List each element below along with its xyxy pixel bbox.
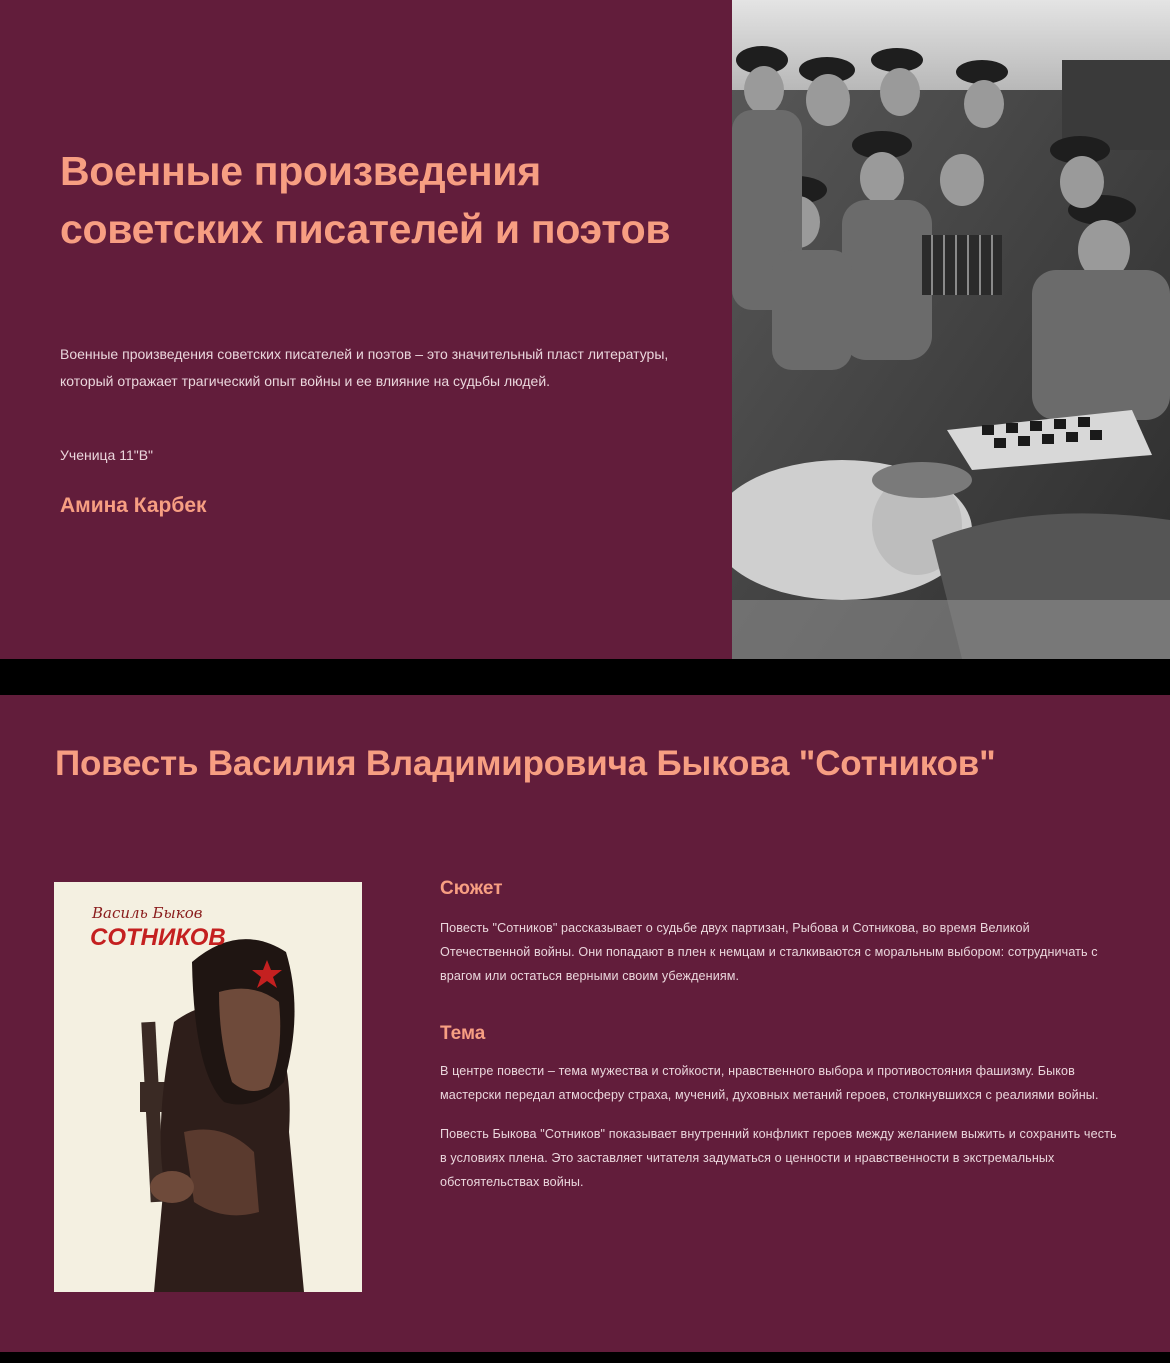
cover-title: СОТНИКОВ xyxy=(90,924,226,951)
theme-heading: Тема xyxy=(440,1023,486,1044)
book-cover-image xyxy=(54,882,362,1292)
book-slide xyxy=(0,695,1170,1352)
plot-text: Повесть "Сотников" рассказывает о судьбе двух партизан, Рыбова и Сотникова, во время Великой Отечественной войны. Они попадают в плен к немцам и сталкиваются с моральным выбором: сотрудничать с врагом или остаться верными своим убеждениям. xyxy=(440,921,1098,983)
cover-byline: Василь Быков xyxy=(92,904,203,922)
author-name: Амина Карбек xyxy=(60,494,207,517)
slide-title: Военные произведения советских писателей и поэтов xyxy=(60,148,671,252)
theme-text-2: Повесть Быкова "Сотников" показывает внутренний конфликт героев между желанием выжить и сохранить честь в условиях плена. Это заставляет читателя задуматься о ценности и нравственности в экстремальных обстоятельствах войны. xyxy=(440,1127,1117,1189)
soldiers-photo xyxy=(732,0,1170,659)
student-class-label: Ученица 11"В" xyxy=(60,447,154,463)
book-slide-title: Повесть Василия Владимировича Быкова "Сотников" xyxy=(55,744,996,783)
plot-heading: Сюжет xyxy=(440,878,503,899)
book-description xyxy=(440,875,1120,1194)
title-slide xyxy=(0,0,1170,659)
theme-text-1: В центре повести – тема мужества и стойкости, нравственного выбора и противостояния фашизму. Быков мастерски передал атмосферу страха, мучений, духовных метаний героев, столкнувшихся с реалиями войны. xyxy=(440,1064,1099,1102)
slide-description: Военные произведения советских писателей и поэтов – это значительный пласт литературы, который отражает трагический опыт войны и ее влияние на судьбы людей. xyxy=(60,346,669,389)
